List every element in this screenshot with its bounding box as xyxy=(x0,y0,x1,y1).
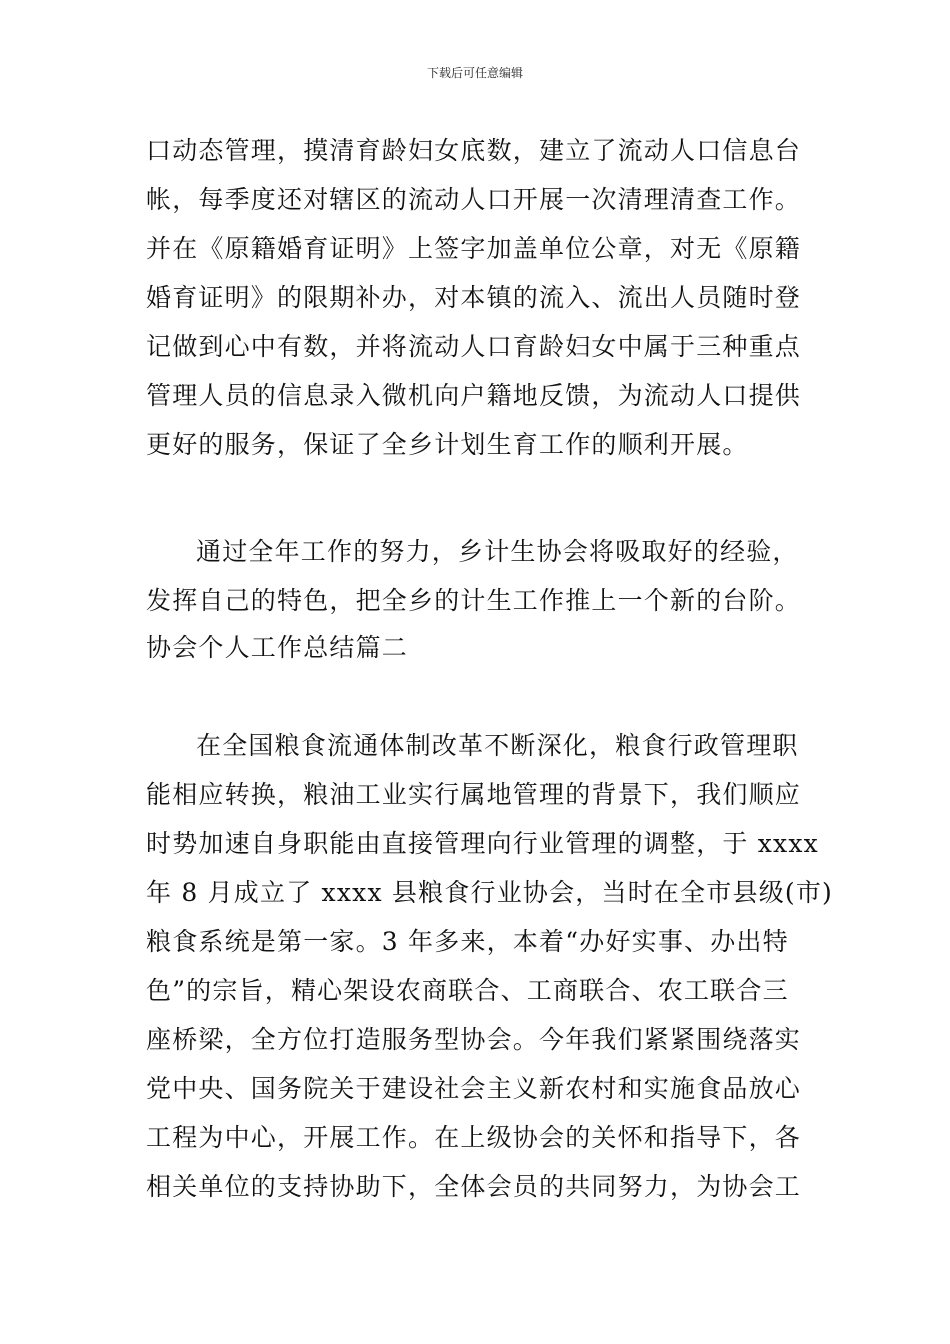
paragraph-line: 粮食系统是第一家。3 年多来，本着“办好实事、办出特 xyxy=(146,927,789,956)
paragraph-line: 工程为中心，开展工作。在上级协会的关怀和指导下，各 xyxy=(146,1123,802,1152)
paragraph-line: 能相应转换，粮油工业实行属地管理的背景下，我们顺应 xyxy=(146,780,802,809)
paragraph-line: 时势加速自身职能由直接管理向行业管理的调整，于 xxxx xyxy=(146,829,819,858)
paragraph-line: 相关单位的支持协助下，全体会员的共同努力，为协会工 xyxy=(146,1172,802,1201)
paragraph-line: 婚育证明》的限期补办，对本镇的流入、流出人员随时登 xyxy=(146,283,802,312)
paragraph-line: 发挥自己的特色，把全乡的计生工作推上一个新的台阶。 xyxy=(146,586,802,615)
paragraph-line: 帐，每季度还对辖区的流动人口开展一次清理清查工作。 xyxy=(146,185,802,214)
paragraph-line: 并在《原籍婚育证明》上签字加盖单位公章，对无《原籍 xyxy=(146,234,802,263)
paragraph-line: 在全国粮食流通体制改革不断深化，粮食行政管理职 xyxy=(196,731,799,760)
paragraph-line: 党中央、国务院关于建设社会主义新农村和实施食品放心 xyxy=(146,1074,802,1103)
paragraph-line: 管理人员的信息录入微机向户籍地反馈，为流动人口提供 xyxy=(146,381,802,410)
section-heading: 协会个人工作总结篇二 xyxy=(146,633,409,662)
paragraph-line: 座桥梁，全方位打造服务型协会。今年我们紧紧围绕落实 xyxy=(146,1025,802,1054)
paragraph-line: 色”的宗旨，精心架设农商联合、工商联合、农工联合三 xyxy=(146,976,789,1005)
paragraph-line: 更好的服务，保证了全乡计划生育工作的顺利开展。 xyxy=(146,430,749,459)
paragraph-line: 年 8 月成立了 xxxx 县粮食行业协会，当时在全市县级(市) xyxy=(146,878,833,907)
paragraph-line: 记做到心中有数，并将流动人口育龄妇女中属于三种重点 xyxy=(146,332,802,361)
page-header: 下载后可任意编辑 xyxy=(426,66,523,80)
paragraph-line: 通过全年工作的努力，乡计生协会将吸取好的经验， xyxy=(196,537,799,566)
paragraph-line: 口动态管理，摸清育龄妇女底数，建立了流动人口信息台 xyxy=(146,136,802,165)
